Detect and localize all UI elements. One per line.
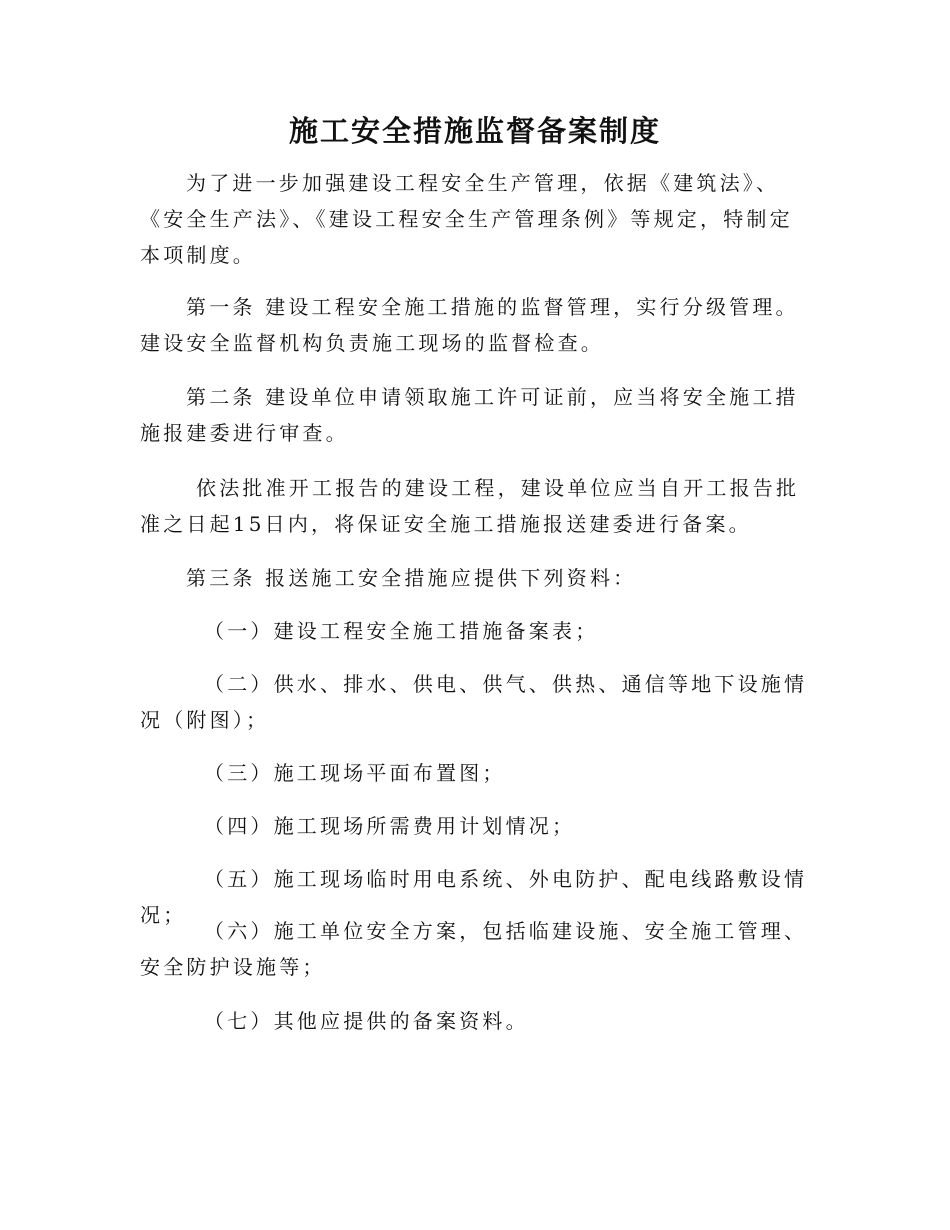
- paragraph-article-2-continued: 依法批准开工报告的建设工程，建设单位应当自开工报告批准之日起15日内，将保证安全施工措施报送建委进行备案。: [140, 476, 800, 536]
- paragraph-article-3: 第三条 报送施工安全措施应提供下列资料：: [186, 566, 637, 590]
- list-item-7: （七）其他应提供的备案资料。: [204, 1009, 529, 1033]
- paragraph-article-1: 第一条 建设工程安全施工措施的监督管理，实行分级管理。建设安全监督机构负责施工现场的监督检查。: [140, 295, 799, 355]
- paragraph-article-2: 第二条 建设单位申请领取施工许可证前，应当将安全施工措施报建委进行审查。: [140, 385, 799, 445]
- list-item-3: （三）施工现场平面布置图；: [204, 761, 506, 785]
- list-item-6: （六）施工单位安全方案，包括临建设施、安全施工管理、安全防护设施等；: [140, 919, 808, 979]
- paragraph-intro: 为了进一步加强建设工程安全生产管理，依据《建筑法》、《安全生产法》、《建设工程安全生产管理条例》等规定，特制定本项制度。: [140, 171, 793, 267]
- list-item-5: （五）施工现场临时用电系统、外电防护、配电线路敷设情况；: [140, 867, 808, 927]
- list-item-2: （二）供水、排水、供电、供气、供热、通信等地下设施情况（附图）；: [140, 672, 808, 732]
- list-item-1: （一）建设工程安全施工措施备案表；: [204, 619, 599, 643]
- list-item-4: （四）施工现场所需费用计划情况；: [204, 814, 576, 838]
- document-title: 施工安全措施监督备案制度: [288, 114, 661, 148]
